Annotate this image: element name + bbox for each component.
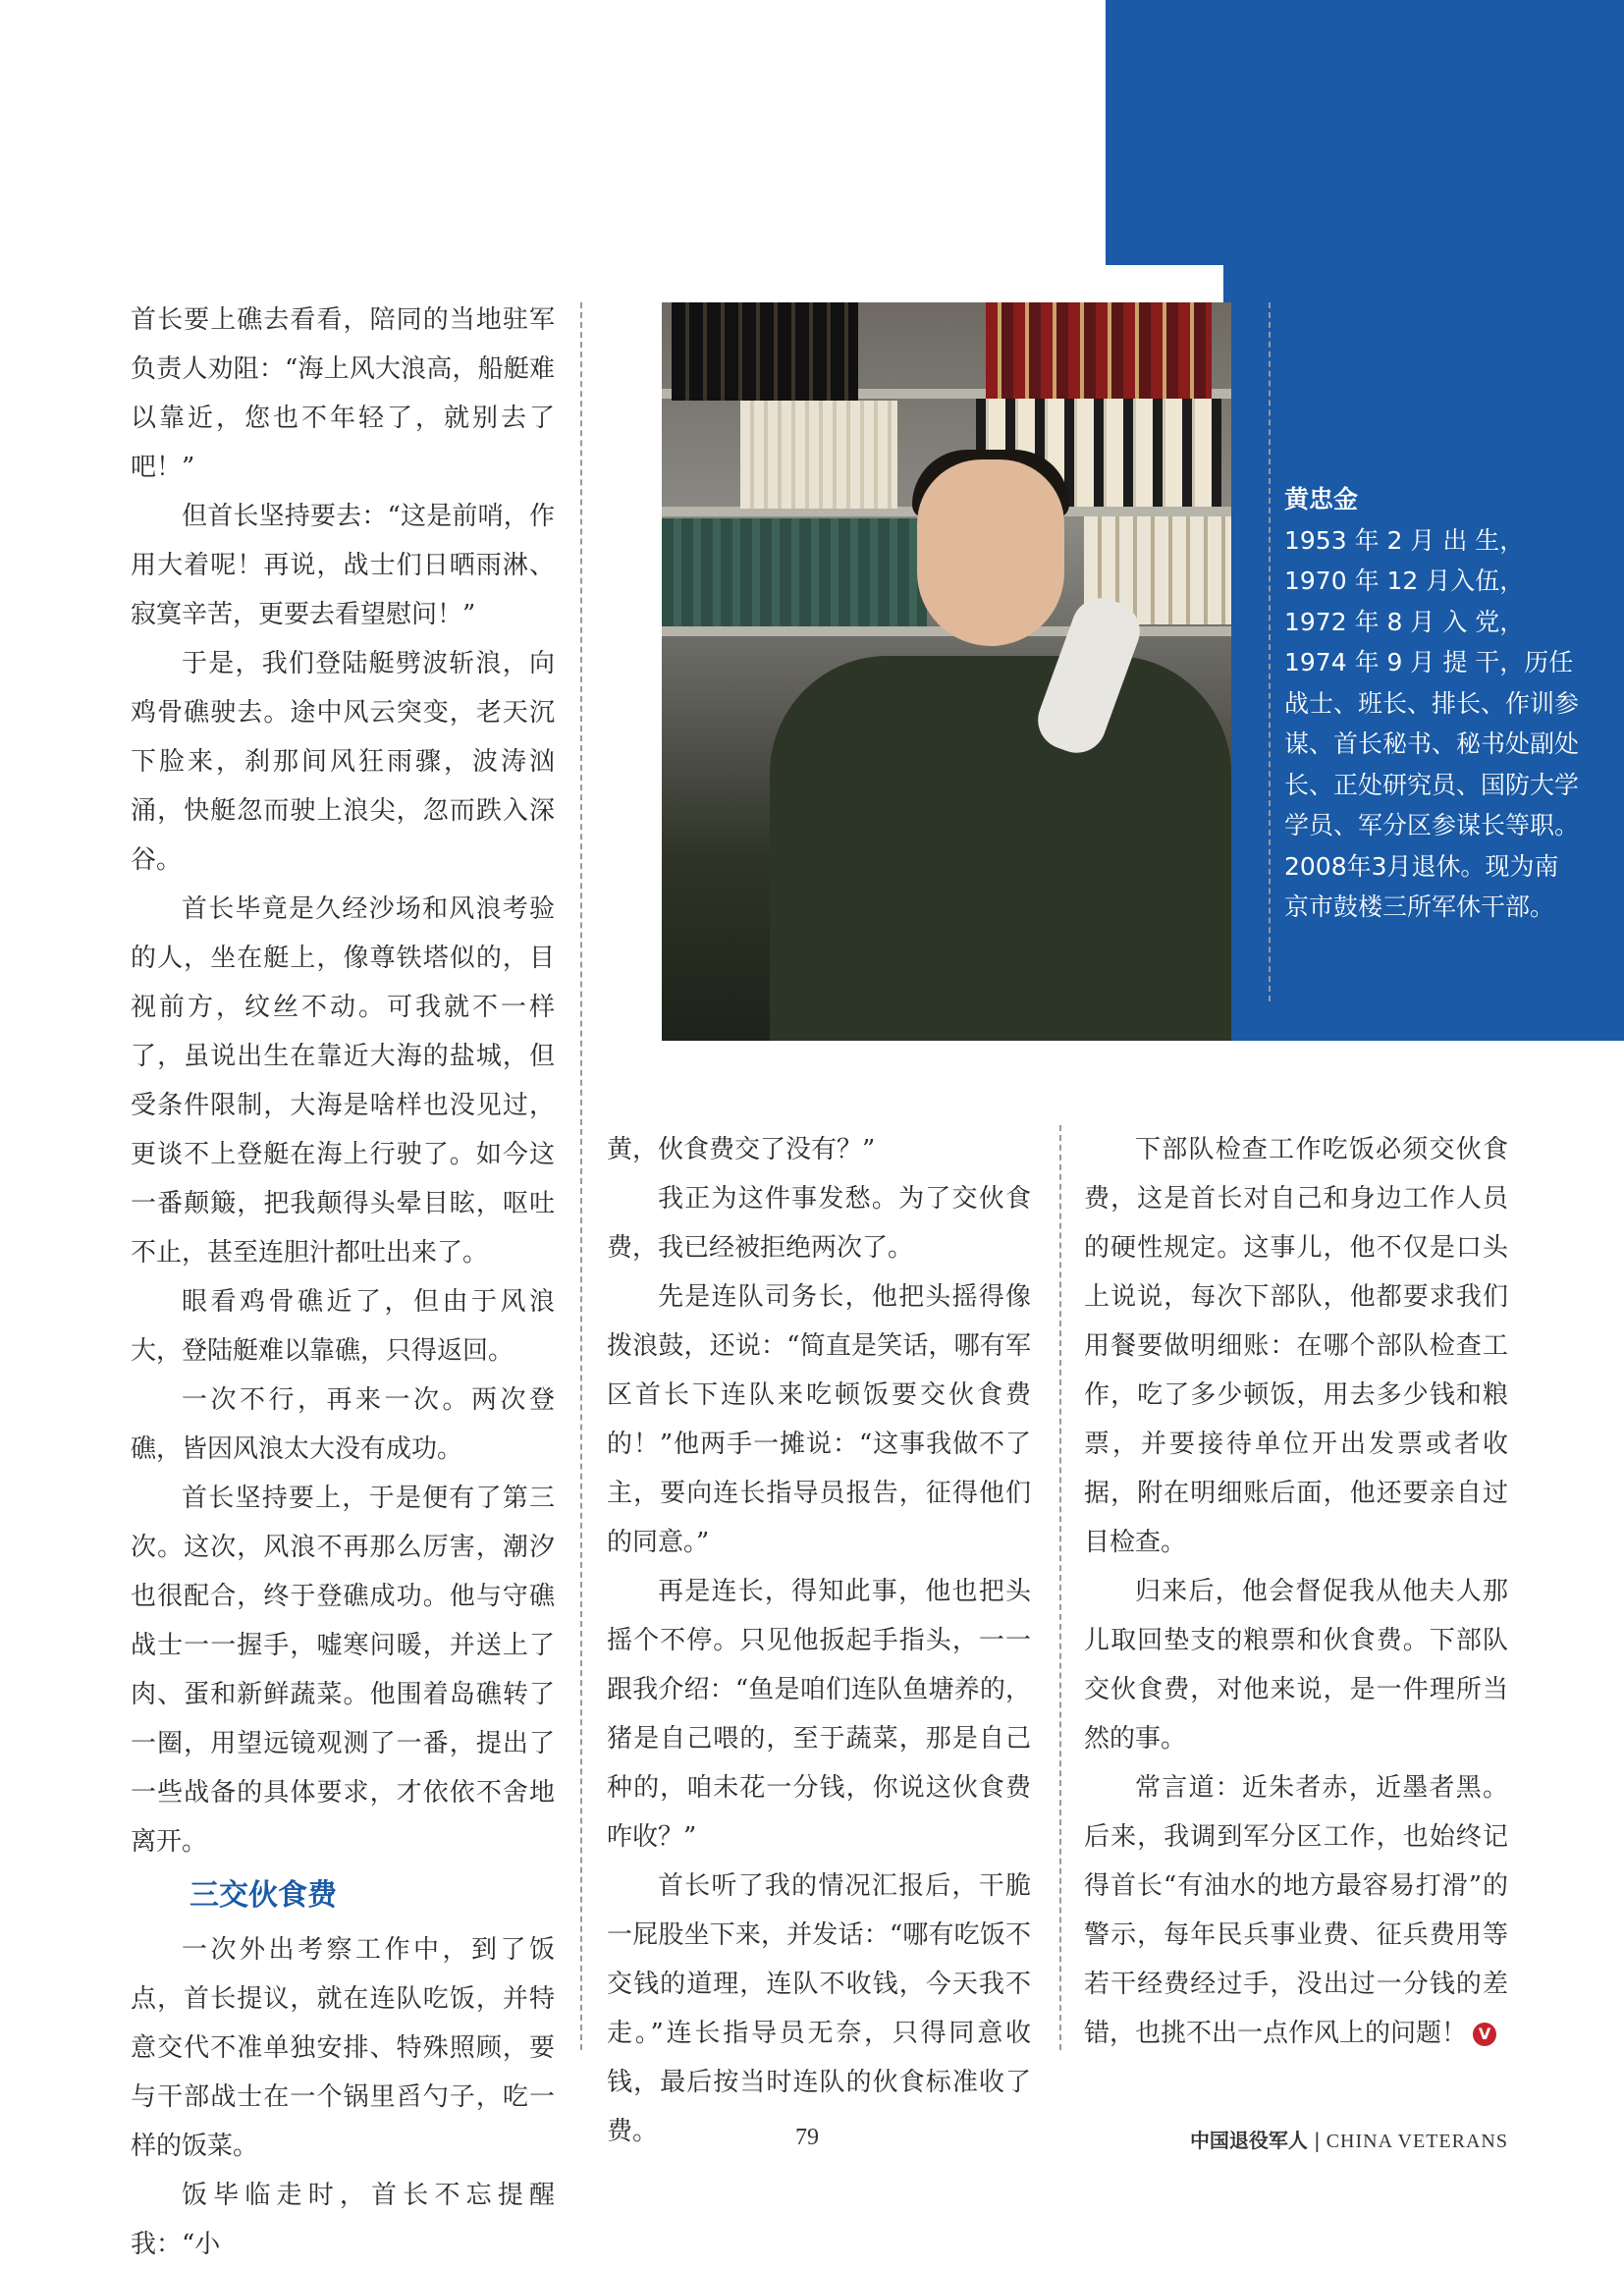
caption-name: 黄忠金 bbox=[1284, 485, 1359, 513]
article-column-1 bbox=[131, 296, 555, 2269]
paragraph: 归来后，他会督促我从他夫人那儿取回垫支的粮票和伙食费。下部队交伙食费，对他来说，是一件理所当然的事。 bbox=[1084, 1577, 1508, 1754]
paragraph: 一次外出考察工作中，到了饭点，首长提议，就在连队吃饭，并特意交代不准单独安排、特殊照顾，要与干部战士在一个锅里舀勺子，吃一样的饭菜。 bbox=[131, 1935, 555, 2161]
paragraph: 但首长坚持要去：“这是前哨，作用大着呢！再说，战士们日晒雨淋、寂寞辛苦，更要去看望慰问！” bbox=[131, 502, 555, 629]
magazine-name-en: CHINA VETERANS bbox=[1326, 2131, 1508, 2152]
article-column-3 bbox=[1084, 1125, 1508, 2058]
article-column-2 bbox=[607, 1125, 1031, 2156]
page-number: 79 bbox=[795, 2125, 819, 2150]
caption-bio: 1953 年 2 月 出 生，1970 年 12 月入伍，1972 年 8 月 入 党，1974 年 9 月 提 干，历任战士、班长、排长、作训参谋、首长秘书、秘书处副处长、正处研究员、国防大学学员、军分区参谋长等职。2008年3月退休。现为南京市鼓楼三所军休干部。 bbox=[1284, 525, 1580, 921]
paragraph: 再是连长，得知此事，他也把头摇个不停。只见他扳起手指头，一一跟我介绍：“鱼是咱们连队鱼塘养的，猪是自己喂的，至于蔬菜，那是自己种的，咱未花一分钱，你说这伙食费咋收？” bbox=[607, 1577, 1031, 1852]
footer-separator: | bbox=[1313, 2129, 1321, 2152]
section-heading: 三交伙食费 bbox=[189, 1878, 337, 1913]
paragraph: 首长毕竟是久经沙场和风浪考验的人，坐在艇上，像尊铁塔似的，目视前方，纹丝不动。可我就不一样了，虽说出生在靠近大海的盐城，但受条件限制，大海是啥样也没见过，更谈不上登艇在海上行驶了。如今这一番颠簸，把我颠得头晕目眩，呕吐不止，甚至连胆汁都吐出来了。 bbox=[131, 894, 555, 1268]
paragraph bbox=[1084, 1763, 1508, 2058]
paragraph: 饭毕临走时，首长不忘提醒我：“小 bbox=[131, 2181, 555, 2259]
books bbox=[662, 518, 927, 626]
column-divider bbox=[580, 302, 582, 2050]
books bbox=[740, 401, 897, 509]
books bbox=[986, 302, 1212, 410]
column-divider bbox=[1059, 1125, 1061, 2050]
paragraph: 眼看鸡骨礁近了，但由于风浪大，登陆艇难以靠礁，只得返回。 bbox=[131, 1287, 555, 1366]
portrait-photo bbox=[662, 302, 1231, 1041]
paragraph: 黄，伙食费交了没有？” bbox=[607, 1135, 876, 1164]
paragraph: 下部队检查工作吃饭必须交伙食费，这是首长对自己和身边工作人员的硬性规定。这事儿，他不仅是口头上说说，每次下部队，他都要求我们用餐要做明细账：在哪个部队检查工作，吃了多少顿饭，用去多少钱和粮票，并要接待单位开出发票或者收据，附在明细账后面，他还要亲自过目检查。 bbox=[1084, 1135, 1508, 1557]
magazine-name-zh: 中国退役军人 bbox=[1189, 2129, 1308, 2152]
caption-divider bbox=[1269, 302, 1271, 1001]
books bbox=[672, 302, 858, 401]
face bbox=[917, 459, 1064, 646]
paragraph: 一次不行，再来一次。两次登礁，皆因风浪太大没有成功。 bbox=[131, 1385, 555, 1464]
paragraph: 首长要上礁去看看，陪同的当地驻军负责人劝阻：“海上风大浪高，船艇难以靠近，您也不年轻了，就别去了吧！” bbox=[131, 305, 555, 482]
paragraph: 首长听了我的情况汇报后，干脆一屁股坐下来，并发话：“哪有吃饭不交钱的道理，连队不收钱，今天我不走。”连长指导员无奈，只得同意收钱，最后按当时连队的伙食标准收了费。 bbox=[607, 1871, 1031, 2146]
paragraph: 首长坚持要上，于是便有了第三次。这次，风浪不再那么厉害，潮汐也很配合，终于登礁成功。他与守礁战士一一握手，嘘寒问暖，并送上了肉、蛋和新鲜蔬菜。他围着岛礁转了一圈，用望远镜观测了一番，提出了一些战备的具体要求，才依依不舍地离开。 bbox=[131, 1484, 555, 1857]
footer-brand bbox=[1190, 2125, 1508, 2153]
paragraph: 于是，我们登陆艇劈波斩浪，向鸡骨礁驶去。途中风云突变，老天沉下脸来，刹那间风狂雨骤，波涛汹涌，快艇忽而驶上浪尖，忽而跌入深谷。 bbox=[131, 649, 555, 875]
uniform bbox=[770, 656, 1231, 1041]
paragraph-text: 常言道：近朱者赤，近墨者黑。后来，我调到军分区工作，也始终记得首长“有油水的地方最容易打滑”的警示，每年民兵事业费、征兵费用等若干经费经过手，没出过一分钱的差错，也挑不出一点作风上的问题！ bbox=[1084, 1773, 1508, 2048]
end-mark-icon: V bbox=[1473, 2023, 1496, 2046]
photo-caption bbox=[1284, 479, 1579, 928]
paragraph: 我正为这件事发愁。为了交伙食费，我已经被拒绝两次了。 bbox=[607, 1184, 1031, 1263]
paragraph: 先是连队司务长，他把头摇得像拨浪鼓，还说：“简直是笑话，哪有军区首长下连队来吃顿饭要交伙食费的！”他两手一摊说：“这事我做不了主，要向连长指导员报告，征得他们的同意。” bbox=[607, 1282, 1031, 1557]
